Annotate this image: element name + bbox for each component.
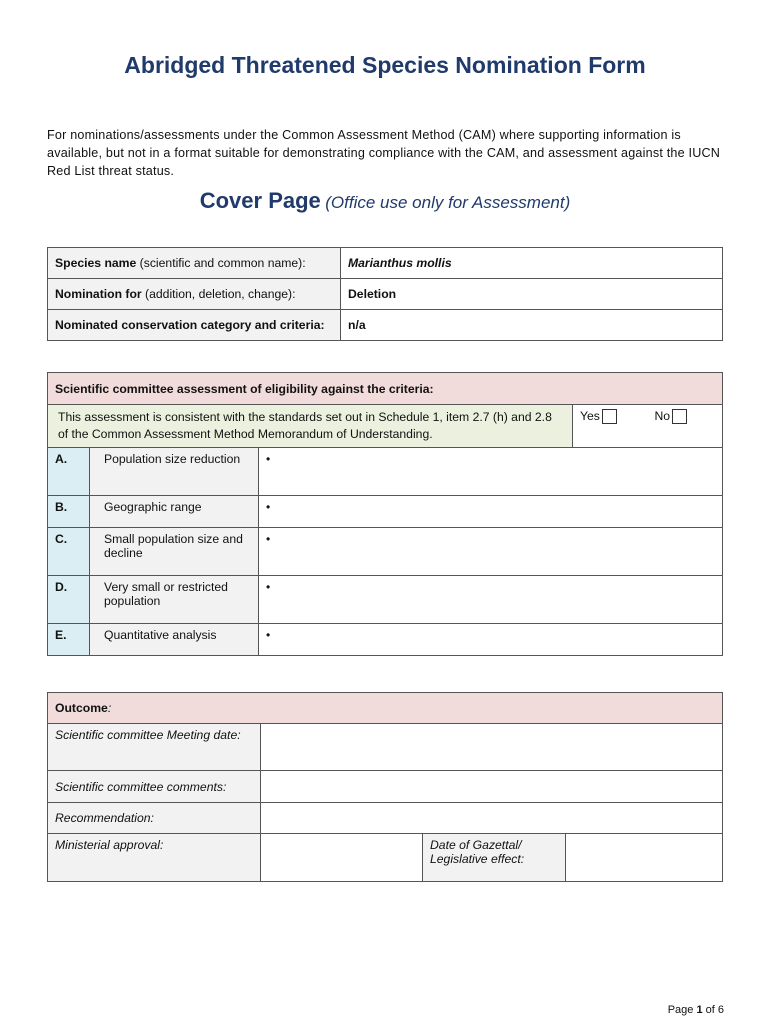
criterion-letter: E. xyxy=(48,624,90,656)
outcome-table xyxy=(47,692,723,882)
assessment-table xyxy=(47,372,723,656)
criterion-label: Geographic range xyxy=(90,496,259,528)
criterion-input[interactable]: • xyxy=(259,576,723,624)
no-option[interactable]: No xyxy=(648,405,723,448)
nomination-for-value[interactable]: Deletion xyxy=(341,279,723,310)
cover-subtitle: (Office use only for Assessment) xyxy=(325,193,571,212)
ministerial-input[interactable] xyxy=(261,834,423,882)
assessment-header: Scientific committee assessment of eligibility against the criteria: xyxy=(48,373,723,405)
gazettal-label: Date of Gazettal/ Legislative effect: xyxy=(423,834,566,882)
yes-checkbox[interactable] xyxy=(602,409,617,424)
assessment-statement: This assessment is consistent with the standards set out in Schedule 1, item 2.7 (h) and 2.8 of the Common Assessment Method Memorandum of Understanding. xyxy=(48,405,573,448)
table-row xyxy=(48,248,723,279)
cover-heading xyxy=(0,188,770,214)
criterion-input[interactable]: • xyxy=(259,624,723,656)
criterion-letter: A. xyxy=(48,448,90,496)
table-row xyxy=(48,528,723,576)
outcome-header: Outcome: xyxy=(48,693,723,724)
ministerial-label: Ministerial approval: xyxy=(48,834,261,882)
intro-text: For nominations/assessments under the Common Assessment Method (CAM) where supporting information is available, but not in a format suitable for demonstrating compliance with the CAM, and assessment against the IUCN Red List threat status. xyxy=(47,128,721,178)
table-row xyxy=(48,279,723,310)
meeting-date-label: Scientific committee Meeting date: xyxy=(48,724,261,771)
category-label: Nominated conservation category and criteria: xyxy=(48,310,341,341)
table-row xyxy=(48,576,723,624)
category-value[interactable]: n/a xyxy=(341,310,723,341)
criterion-letter: D. xyxy=(48,576,90,624)
table-row xyxy=(48,448,723,496)
comments-input[interactable] xyxy=(261,771,723,803)
page-number: Page 1 of 6 xyxy=(667,1004,724,1016)
cover-title: Cover Page xyxy=(199,188,321,213)
criterion-label: Population size reduction xyxy=(90,448,259,496)
species-name-value[interactable]: Marianthus mollis xyxy=(341,248,723,279)
table-row xyxy=(48,624,723,656)
criterion-label: Quantitative analysis xyxy=(90,624,259,656)
recommendation-label: Recommendation: xyxy=(48,803,261,834)
recommendation-input[interactable] xyxy=(261,803,723,834)
no-checkbox[interactable] xyxy=(672,409,687,424)
comments-label: Scientific committee comments: xyxy=(48,771,261,803)
yes-option[interactable]: Yes xyxy=(573,405,648,448)
meeting-date-input[interactable] xyxy=(261,724,723,771)
species-table xyxy=(47,247,723,341)
criterion-label: Small population size and decline xyxy=(90,528,259,576)
gazettal-input[interactable] xyxy=(566,834,723,882)
form-title: Abridged Threatened Species Nomination Form xyxy=(124,52,646,78)
criterion-label: Very small or restricted population xyxy=(90,576,259,624)
species-name-label: Species name (scientific and common name): xyxy=(48,248,341,279)
criterion-letter: C. xyxy=(48,528,90,576)
nomination-for-label: Nomination for (addition, deletion, change): xyxy=(48,279,341,310)
criterion-letter: B. xyxy=(48,496,90,528)
criterion-input[interactable]: • xyxy=(259,528,723,576)
table-row xyxy=(48,496,723,528)
criterion-input[interactable]: • xyxy=(259,496,723,528)
criterion-input[interactable]: • xyxy=(259,448,723,496)
table-row xyxy=(48,310,723,341)
